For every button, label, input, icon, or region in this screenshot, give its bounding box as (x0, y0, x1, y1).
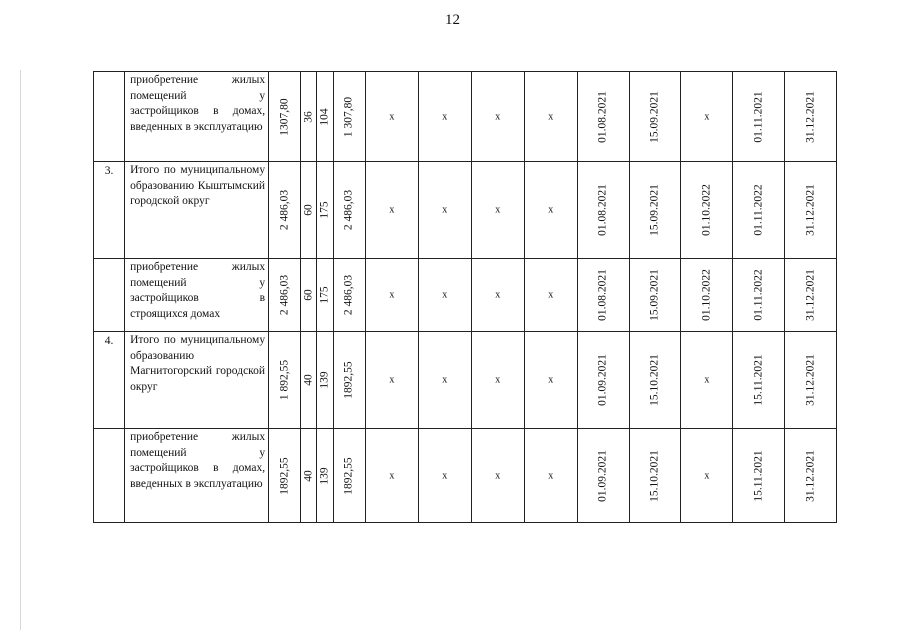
program-schedule-table (93, 71, 837, 523)
x-cell: x (418, 332, 471, 429)
cost-cell: 2 486,03 (269, 162, 301, 259)
row-name-cell: Итого по муниципальному образованию Кыштымский городской округ (125, 162, 269, 259)
date-cell: 01.09.2021 (577, 332, 629, 429)
table-row (94, 332, 837, 429)
x-cell: x (471, 259, 524, 332)
date-cell: 01.08.2021 (577, 162, 629, 259)
row-number-cell (94, 429, 125, 523)
x-cell: x (681, 429, 733, 523)
date-cell: 01.09.2021 (577, 429, 629, 523)
date-cell: 15.10.2021 (629, 429, 681, 523)
row-number-cell: 4. (94, 332, 125, 429)
date-cell: 01.08.2021 (577, 72, 629, 162)
date-cell: 31.12.2021 (785, 162, 837, 259)
area-cell: 104 (317, 72, 333, 162)
row-number-cell: 3. (94, 162, 125, 259)
persons-cell: 60 (301, 162, 317, 259)
total-cost-cell: 2 486,03 (333, 162, 365, 259)
date-cell: 15.09.2021 (629, 259, 681, 332)
date-cell: 15.09.2021 (629, 162, 681, 259)
persons-cell: 36 (301, 72, 317, 162)
x-cell: x (418, 429, 471, 523)
total-cost-cell: 1892,55 (333, 429, 365, 523)
x-cell: x (365, 332, 418, 429)
row-name-cell: Итого по муниципальному образованию Магнитогорский городской округ (125, 332, 269, 429)
cost-cell: 1 892,55 (269, 332, 301, 429)
row-name-cell: приобретение жилых помещений у застройщиков в домах, введенных в эксплуатацию (125, 429, 269, 523)
date-cell: 01.11.2021 (733, 72, 785, 162)
x-cell: x (418, 162, 471, 259)
x-cell: x (524, 259, 577, 332)
row-number-cell (94, 259, 125, 332)
x-cell: x (418, 259, 471, 332)
scan-edge-line (20, 70, 21, 630)
table-row (94, 429, 837, 523)
x-cell: x (524, 72, 577, 162)
date-cell: 01.10.2022 (681, 259, 733, 332)
x-cell: x (365, 162, 418, 259)
date-cell: 01.11.2022 (733, 259, 785, 332)
page-number: 12 (445, 12, 460, 28)
x-cell: x (524, 162, 577, 259)
area-cell: 139 (317, 332, 333, 429)
table-row (94, 72, 837, 162)
x-cell: x (524, 332, 577, 429)
row-name-cell: приобретение жилых помещений у застройщиков в строящихся домах (125, 259, 269, 332)
cost-cell: 1307,80 (269, 72, 301, 162)
total-cost-cell: 1 307,80 (333, 72, 365, 162)
area-cell: 175 (317, 259, 333, 332)
area-cell: 175 (317, 162, 333, 259)
x-cell: x (365, 429, 418, 523)
date-cell: 31.12.2021 (785, 429, 837, 523)
date-cell: 15.09.2021 (629, 72, 681, 162)
x-cell: x (471, 332, 524, 429)
x-cell: x (471, 162, 524, 259)
date-cell: 15.11.2021 (733, 429, 785, 523)
persons-cell: 40 (301, 332, 317, 429)
persons-cell: 60 (301, 259, 317, 332)
area-cell: 139 (317, 429, 333, 523)
date-cell: 01.11.2022 (733, 162, 785, 259)
x-cell: x (471, 429, 524, 523)
persons-cell: 40 (301, 429, 317, 523)
x-cell: x (524, 429, 577, 523)
date-cell: 15.10.2021 (629, 332, 681, 429)
date-cell: 31.12.2021 (785, 332, 837, 429)
date-cell: 15.11.2021 (733, 332, 785, 429)
date-cell: 01.10.2022 (681, 162, 733, 259)
total-cost-cell: 2 486,03 (333, 259, 365, 332)
x-cell: x (681, 72, 733, 162)
x-cell: x (471, 72, 524, 162)
total-cost-cell: 1892,55 (333, 332, 365, 429)
date-cell: 31.12.2021 (785, 259, 837, 332)
table-row (94, 259, 837, 332)
date-cell: 01.08.2021 (577, 259, 629, 332)
x-cell: x (681, 332, 733, 429)
row-name-cell: приобретение жилых помещений у застройщиков в домах, введенных в эксплуатацию (125, 72, 269, 162)
table-row (94, 162, 837, 259)
x-cell: x (418, 72, 471, 162)
x-cell: x (365, 259, 418, 332)
x-cell: x (365, 72, 418, 162)
cost-cell: 2 486,03 (269, 259, 301, 332)
date-cell: 31.12.2021 (785, 72, 837, 162)
row-number-cell (94, 72, 125, 162)
cost-cell: 1892,55 (269, 429, 301, 523)
